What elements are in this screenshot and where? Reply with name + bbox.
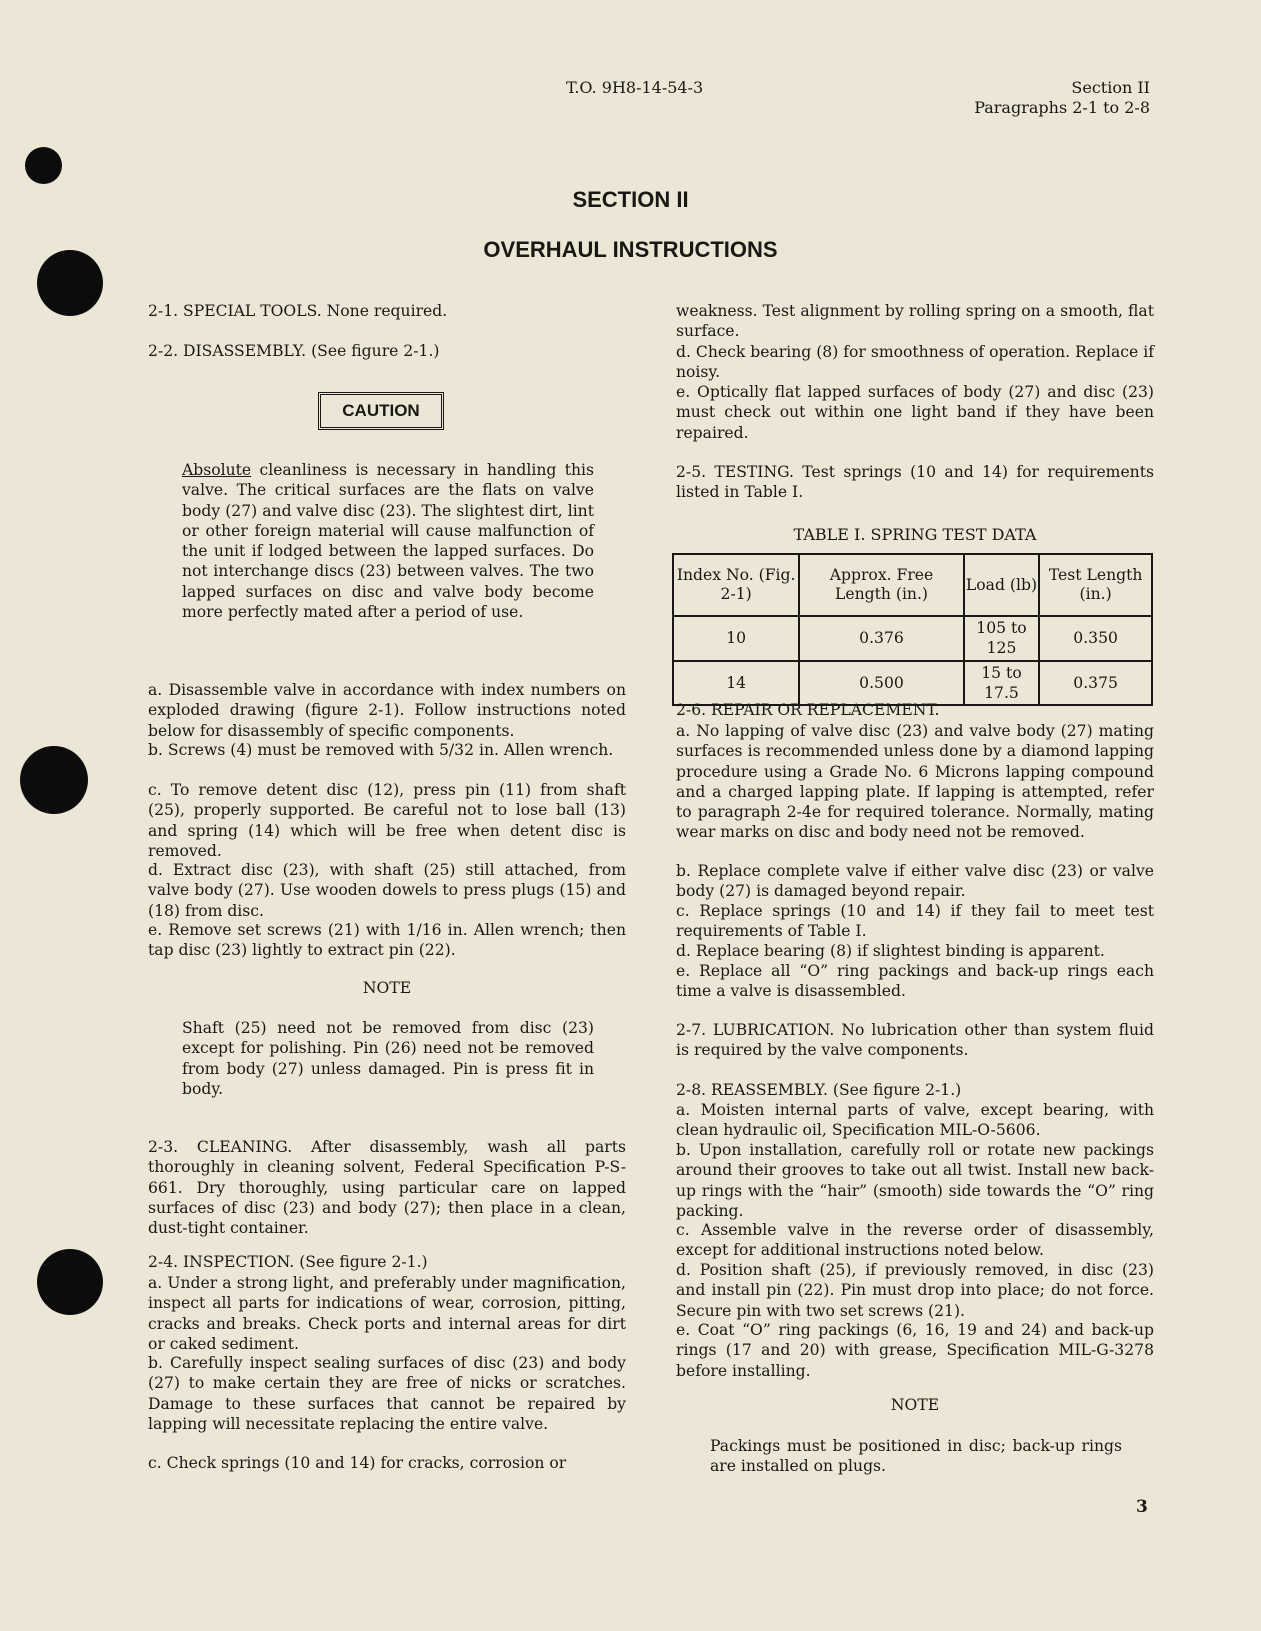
para-2-6: 2-6. REPAIR OR REPLACEMENT.: [676, 701, 940, 719]
punch-hole: [20, 746, 88, 814]
inspect-b: b. Carefully inspect sealing surfaces of disc (23) and body (27) to make certain they are free of nicks or scratches. Damage to these surfaces that cannot be repaired by lapping will necessitate replacing the entire valve.: [148, 1354, 626, 1433]
inspect-c: c. Check springs (10 and 14) for cracks, corrosion or: [148, 1454, 567, 1472]
cell: 0.376: [799, 616, 963, 661]
table-header-row: [673, 554, 1152, 616]
col-header: Test Length (in.): [1039, 554, 1152, 616]
table-row: [673, 661, 1152, 706]
section-title: SECTION II: [572, 187, 689, 212]
section-subtitle: OVERHAUL INSTRUCTIONS: [483, 237, 778, 262]
col-header: Approx. Free Length (in.): [799, 554, 963, 616]
para-2-7: 2-7. LUBRICATION. No lubrication other than system fluid is required by the valve components.: [676, 1021, 1154, 1060]
cell: 14: [673, 661, 799, 706]
reassembly-d: d. Position shaft (25), if previously removed, in disc (23) and install pin (22). Pin must drop into place; do not force. Secure pin with two set screws (21).: [676, 1261, 1154, 1320]
inspect-a: a. Under a strong light, and preferably under magnification, inspect all parts for indications of wear, corrosion, pitting, cracks and breaks. Check ports and internal areas for dirt or caked sediment.: [148, 1274, 626, 1353]
table-row: [673, 616, 1152, 661]
note-text: Shaft (25) need not be removed from disc (23) except for polishing. Pin (26) need not be removed from body (27) unless damaged. Pin is press fit in body.: [182, 1019, 594, 1098]
step-a: a. Disassemble valve in accordance with index numbers on exploded drawing (figure 2-1). Follow instructions noted below for disassembly of specific components.: [148, 681, 626, 740]
note-label-2: NOTE: [890, 1396, 940, 1414]
cell: 15 to 17.5: [964, 661, 1040, 706]
col-header: Load (lb): [964, 554, 1040, 616]
punch-hole: [25, 147, 62, 184]
step-d: d. Extract disc (23), with shaft (25) still attached, from valve body (27). Use wooden dowels to press plugs (15) and (18) from disc.: [148, 861, 626, 920]
para-2-5: 2-5. TESTING. Test springs (10 and 14) for requirements listed in Table I.: [676, 463, 1154, 502]
para-2-2: 2-2. DISASSEMBLY. (See figure 2-1.): [148, 342, 440, 360]
inspect-d: d. Check bearing (8) for smoothness of operation. Replace if noisy.: [676, 343, 1154, 382]
reassembly-a: a. Moisten internal parts of valve, except bearing, with clean hydraulic oil, Specification MIL-O-5606.: [676, 1101, 1154, 1140]
para-2-8: 2-8. REASSEMBLY. (See figure 2-1.): [676, 1081, 962, 1099]
reassembly-b: b. Upon installation, carefully roll or rotate new packings around their grooves to take out all twist. Install new back-up rings with the “hair” (smooth) side towards the “O” ring packing.: [676, 1141, 1154, 1220]
caution-box: CAUTION: [318, 392, 444, 430]
page-number: 3: [1136, 1497, 1148, 1517]
inspect-e: e. Optically flat lapped surfaces of body (27) and disc (23) must check out within one light band if they have been repaired.: [676, 383, 1154, 442]
reassembly-c: c. Assemble valve in the reverse order of disassembly, except for additional instructions noted below.: [676, 1221, 1154, 1260]
para-2-3: 2-3. CLEANING. After disassembly, wash all parts thoroughly in cleaning solvent, Federal Specification P-S-661. Dry thoroughly, using particular care on lapped surfaces of disc (23) and body (27); then place in a clean, dust-tight container.: [148, 1138, 626, 1238]
cell: 0.375: [1039, 661, 1152, 706]
caution-body: cleanliness is necessary in handling this valve. The critical surfaces are the flats on valve body (27) and valve disc (23). The slightest dirt, lint or other foreign material will cause malfunction of the unit if lodged between the lapped surfaces. Do not interchange discs (23) between valves. The two lapped surfaces on disc and valve body become more perfectly mated after a period of use.: [182, 461, 594, 622]
cell: 0.350: [1039, 616, 1152, 661]
repair-b: b. Replace complete valve if either valve disc (23) or valve body (27) is damaged beyond repair.: [676, 862, 1154, 901]
to-number: T.O. 9H8-14-54-3: [566, 78, 704, 97]
inspect-c-cont: weakness. Test alignment by rolling spring on a smooth, flat surface.: [676, 302, 1154, 341]
header-section: Section II: [1071, 78, 1150, 97]
step-c: c. To remove detent disc (12), press pin (11) from shaft (25), properly supported. Be careful not to lose ball (13) and spring (14) which will be free when detent disc is removed.: [148, 781, 626, 860]
spring-test-table: [672, 553, 1153, 706]
cell: 0.500: [799, 661, 963, 706]
repair-a: a. No lapping of valve disc (23) and valve body (27) mating surfaces is recommended unless done by a diamond lapping procedure using a Grade No. 6 Microns lapping compound and a charged lapping plate. If lapping is attempted, refer to paragraph 2-4e for required tolerance. Normally, mating wear marks on disc and body need not be removed.: [676, 722, 1154, 842]
header-paragraphs: Paragraphs 2-1 to 2-8: [974, 98, 1150, 117]
step-b: b. Screws (4) must be removed with 5/32 in. Allen wrench.: [148, 741, 614, 759]
reassembly-e: e. Coat “O” ring packings (6, 16, 19 and 24) and back-up rings (17 and 20) with grease, Specification MIL-G-3278 before installing.: [676, 1321, 1154, 1380]
note-label: NOTE: [362, 979, 412, 997]
step-e: e. Remove set screws (21) with 1/16 in. Allen wrench; then tap disc (23) lightly to extract pin (22).: [148, 921, 626, 960]
note-text-2: Packings must be positioned in disc; back-up rings are installed on plugs.: [710, 1437, 1122, 1476]
caution-text: [182, 460, 594, 622]
repair-c: c. Replace springs (10 and 14) if they fail to meet test requirements of Table I.: [676, 902, 1154, 941]
repair-e: e. Replace all “O” ring packings and back-up rings each time a valve is disassembled.: [676, 962, 1154, 1001]
para-2-1: 2-1. SPECIAL TOOLS. None required.: [148, 302, 448, 320]
table-title: TABLE I. SPRING TEST DATA: [793, 525, 1037, 544]
punch-hole: [37, 1249, 103, 1315]
repair-d: d. Replace bearing (8) if slightest binding is apparent.: [676, 942, 1105, 960]
cell: 10: [673, 616, 799, 661]
para-2-4: 2-4. INSPECTION. (See figure 2-1.): [148, 1253, 428, 1271]
caution-emphasis: Absolute: [182, 461, 252, 479]
col-header: Index No. (Fig. 2-1): [673, 554, 799, 616]
cell: 105 to 125: [964, 616, 1040, 661]
